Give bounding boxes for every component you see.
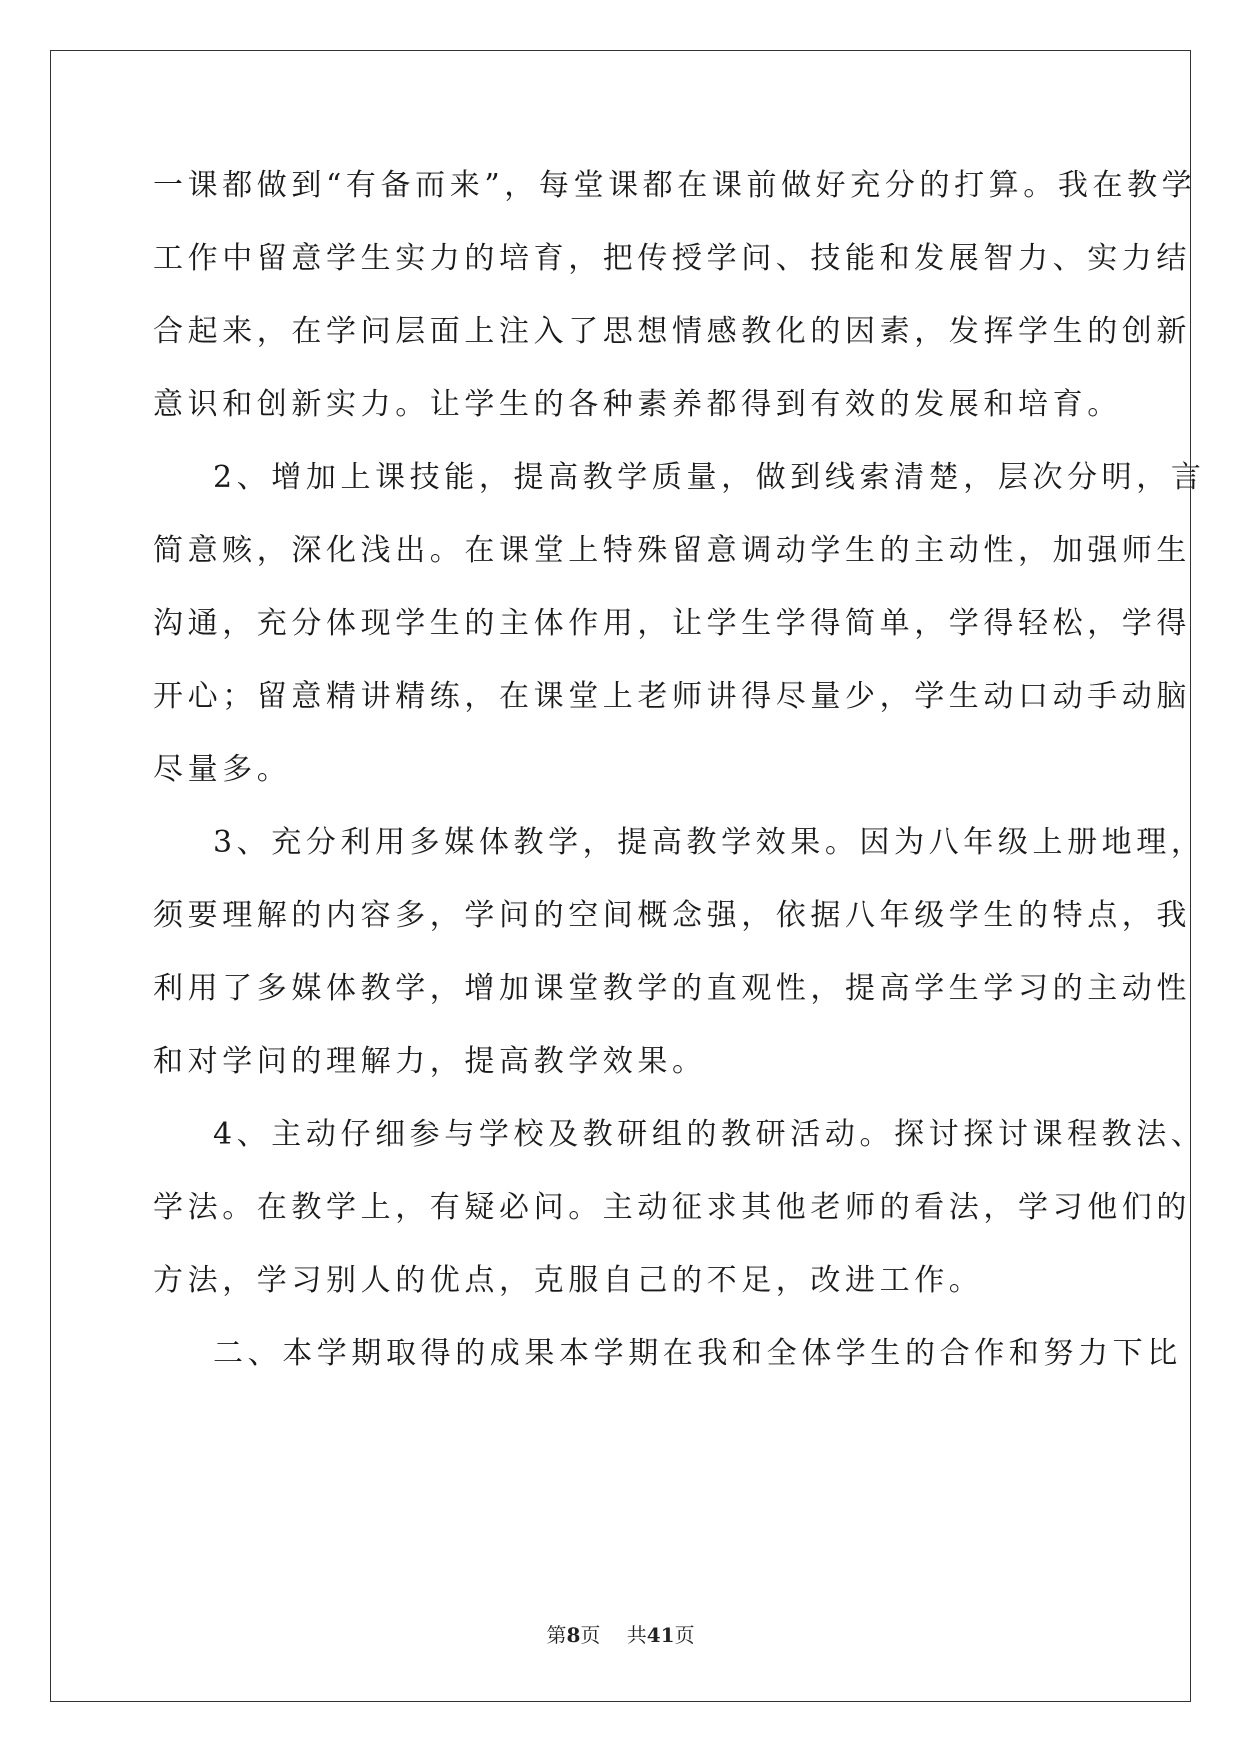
text-line: 合起来，在学问层面上注入了思想情感教化的因素，发挥学生的创新 — [153, 314, 1191, 349]
text-line: 工作中留意学生实力的培育，把传授学问、技能和发展智力、实力结 — [153, 241, 1191, 276]
paragraph-start-line: 3、充分利用多媒体教学，提高教学效果。因为八年级上册地理， — [213, 825, 1206, 860]
page-border — [50, 50, 1191, 1702]
paragraph-start-line: 4、主动仔细参与学校及教研组的教研活动。探讨探讨课程教法、 — [213, 1117, 1206, 1152]
text-line: 利用了多媒体教学，增加课堂教学的直观性，提高学生学习的主动性 — [153, 971, 1191, 1006]
text-line: 和对学问的理解力，提高教学效果。 — [153, 1044, 707, 1079]
text-line: 方法，学习别人的优点，克服自己的不足，改进工作。 — [153, 1263, 984, 1298]
text-line: 简意赅，深化浅出。在课堂上特殊留意调动学生的主动性，加强师生 — [153, 533, 1191, 568]
text-line: 须要理解的内容多，学问的空间概念强，依据八年级学生的特点，我 — [153, 898, 1191, 933]
text-line: 意识和创新实力。让学生的各种素养都得到有效的发展和培育。 — [153, 387, 1122, 422]
text-line: 开心；留意精讲精练，在课堂上老师讲得尽量少，学生动口动手动脑 — [153, 679, 1191, 714]
paragraph-start-line: 2、增加上课技能，提高教学质量，做到线索清楚，层次分明，言 — [213, 460, 1206, 495]
page-suffix: 页 — [580, 1623, 601, 1647]
total-pages: 41 — [646, 1623, 675, 1647]
page-prefix: 第 — [546, 1623, 567, 1647]
page-footer — [0, 1622, 1241, 1648]
paragraph-start-line: 二、本学期取得的成果本学期在我和全体学生的合作和努力下比 — [213, 1336, 1182, 1371]
total-prefix: 共 — [626, 1623, 647, 1647]
text-line: 一课都做到“有备而来”，每堂课都在课前做好充分的打算。我在教学 — [153, 168, 1197, 203]
text-line: 尽量多。 — [153, 752, 292, 787]
text-line: 学法。在教学上，有疑必问。主动征求其他老师的看法，学习他们的 — [153, 1190, 1191, 1225]
text-line: 沟通，充分体现学生的主体作用，让学生学得简单，学得轻松，学得 — [153, 606, 1191, 641]
page-number: 8 — [566, 1623, 581, 1647]
total-suffix: 页 — [674, 1623, 695, 1647]
